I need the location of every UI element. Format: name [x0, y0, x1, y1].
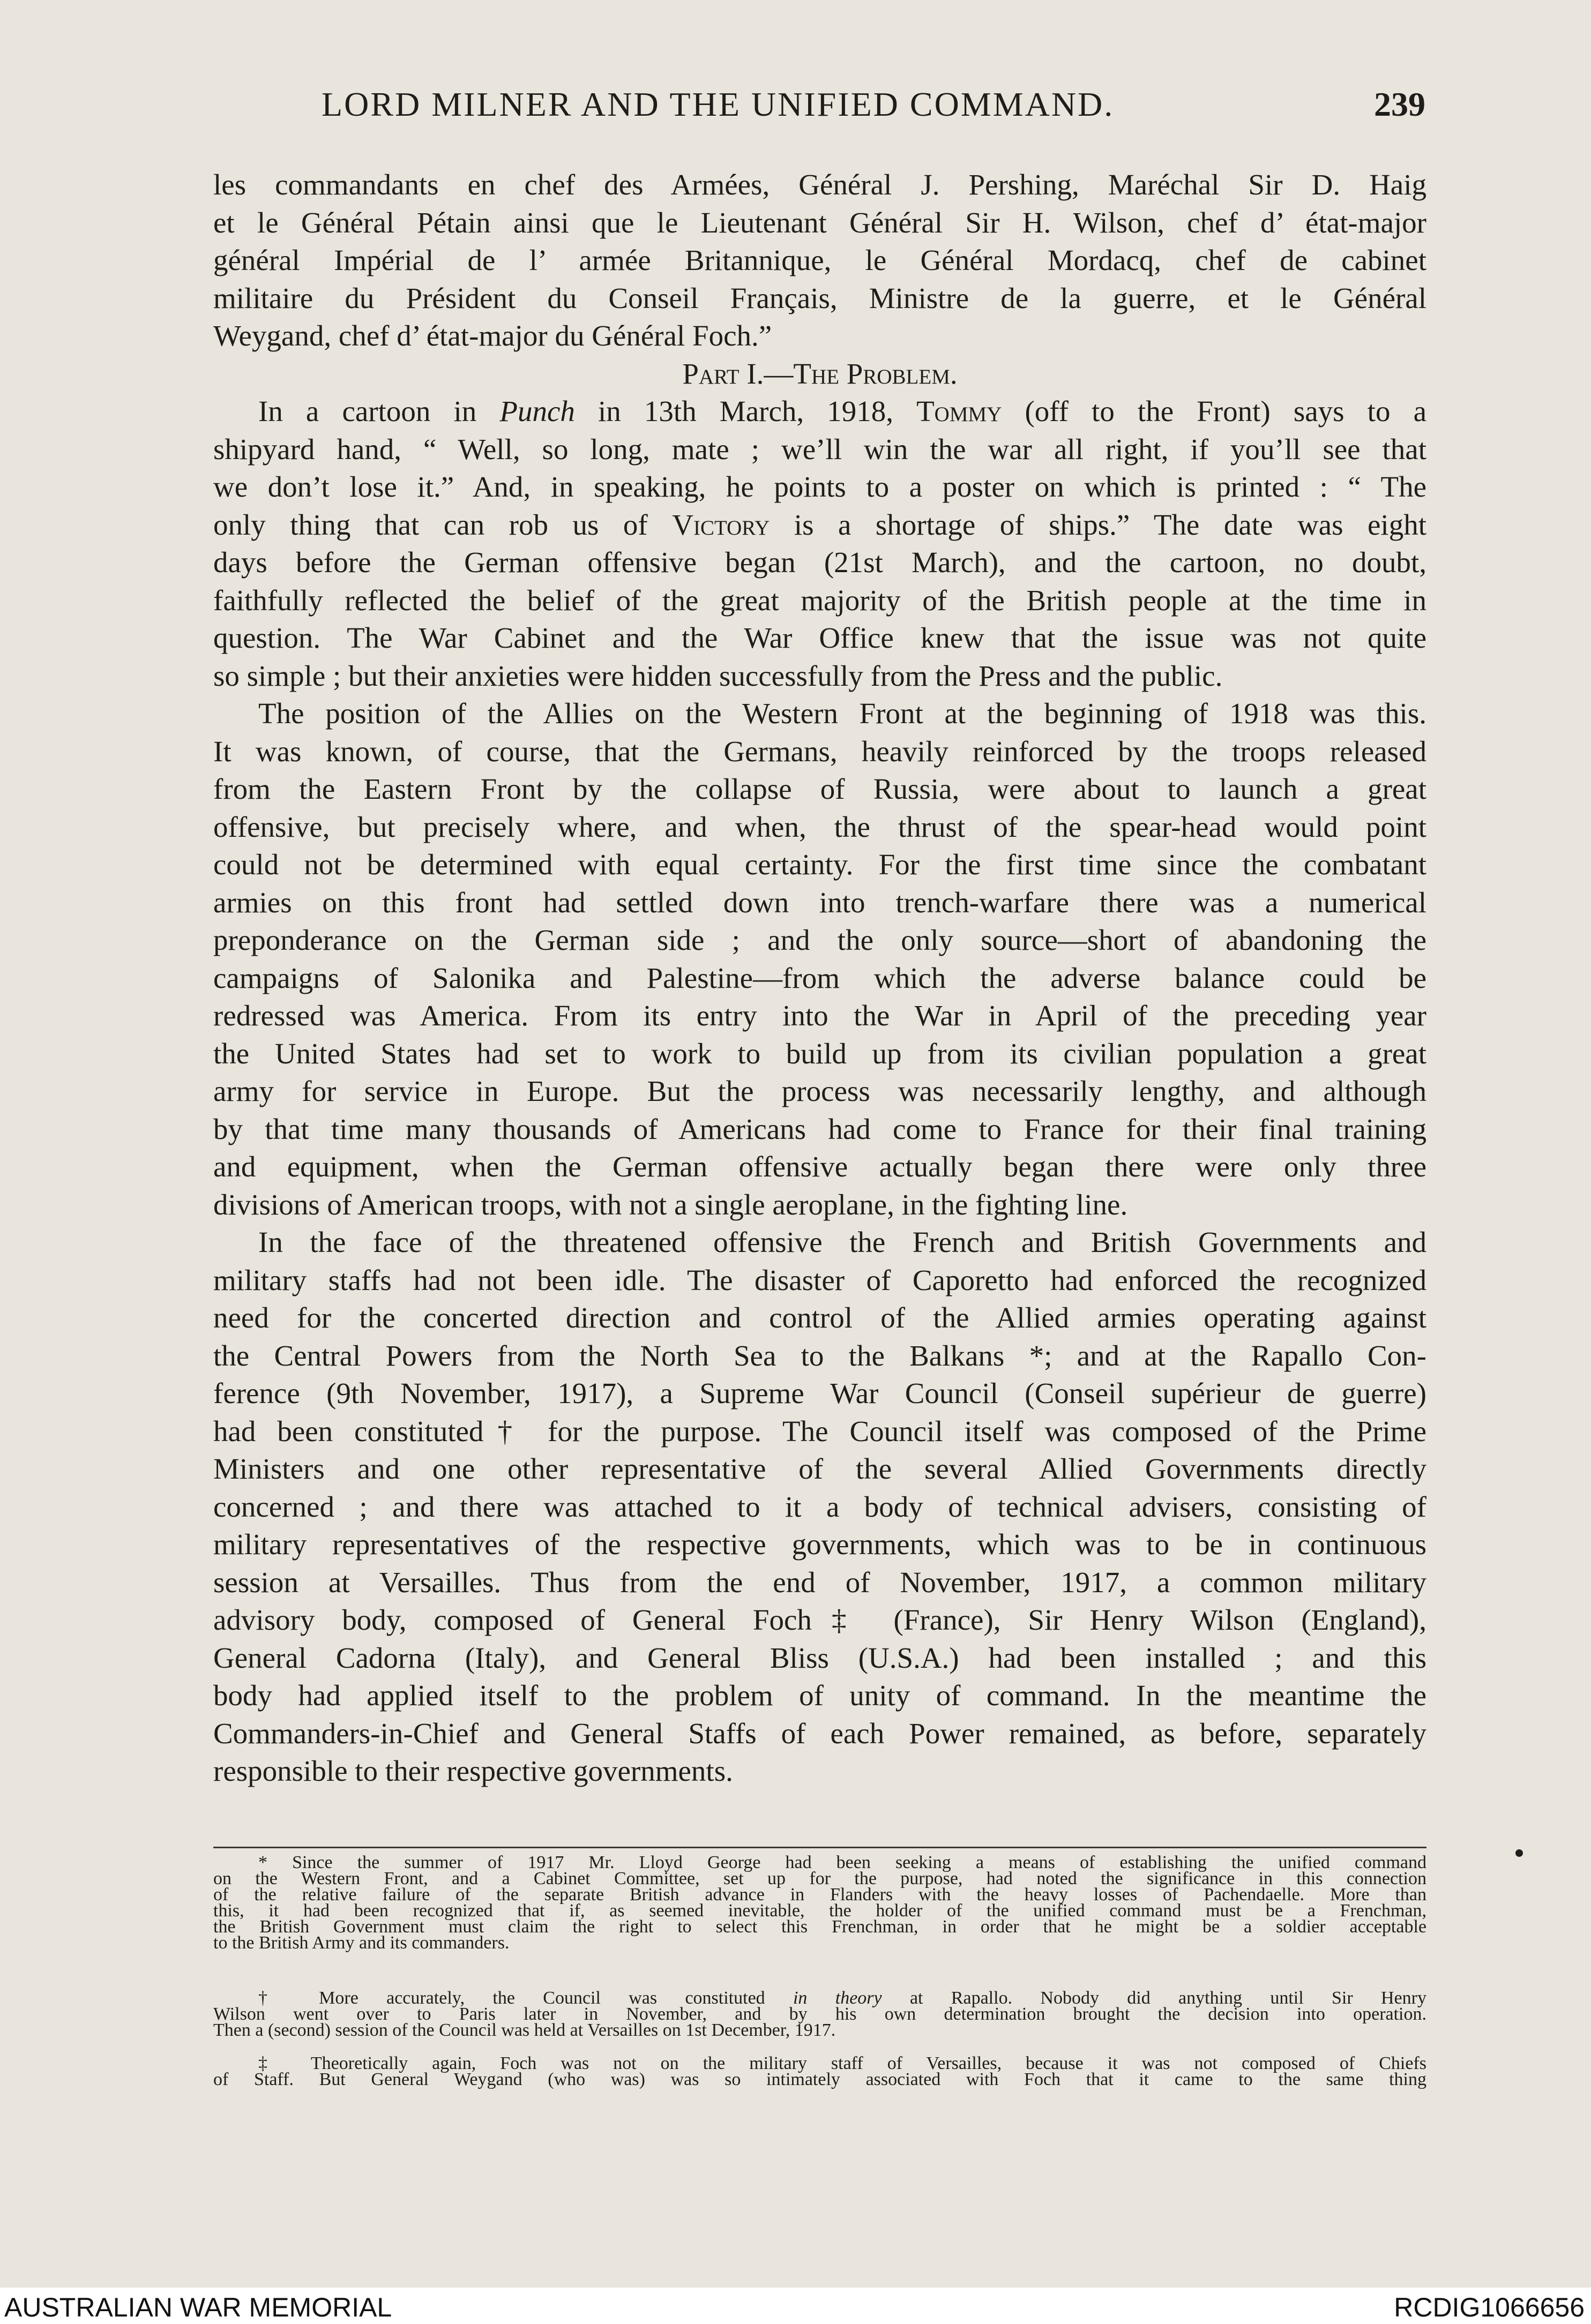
- text-line: divisions of American troops, with not a single aeroplane, in the fighting line.: [213, 1188, 1128, 1221]
- text-run: in 13th March, 1918,: [574, 395, 917, 428]
- running-header: [311, 80, 1425, 139]
- footnote-line: on the Western Front, and a Cabinet Committee, set up for the purpose, had noted the significance in this connection: [213, 1869, 1426, 1888]
- footnote-line: * Since the summer of 1917 Mr. Lloyd George had been seeking a means of establishing the unified command: [258, 1853, 1426, 1872]
- text-run: only thing that can rob us of: [213, 508, 673, 541]
- footnote-line: of the relative failure of the separate British advance in Flanders with the heavy losses of Pachendaelle. More than: [213, 1885, 1426, 1905]
- text-line: army for service in Europe. But the process was necessarily lengthy, and although: [213, 1075, 1426, 1107]
- footnote-line: the British Government must claim the right to select this Frenchman, in order that he might be a soldier acceptable: [213, 1917, 1426, 1937]
- footnote-line: of Staff. But General Weygand (who was) was so intimately associated with Foch that it came to the same thing: [213, 2070, 1426, 2089]
- text-line: offensive, but precisely where, and when, the thrust of the spear-head would point: [213, 810, 1426, 843]
- text-line: It was known, of course, that the Germans, heavily reinforced by the troops released: [213, 734, 1426, 768]
- text-line: [213, 506, 1426, 544]
- text-line: ference (9th November, 1917), a Supreme War Council (Conseil supérieur de guerre): [213, 1377, 1426, 1410]
- text-line: and equipment, when the German offensive actually began there were only three: [213, 1150, 1426, 1183]
- text-line: général Impérial de l’ armée Britannique, le Général Mordacq, chef de cabinet: [213, 244, 1426, 276]
- footnote-line: Wilson went over to Paris later in November, and by his own determination brought the decision into operation.: [213, 2004, 1426, 2024]
- text-line: could not be determined with equal certainty. For the first time since the combatant: [213, 848, 1426, 881]
- text-line: had been constituted† for the purpose. The Council itself was composed of the Prime: [213, 1414, 1426, 1448]
- page-number: 239: [1374, 85, 1425, 123]
- footnote-line: to the British Army and its commanders.: [213, 1933, 510, 1953]
- text-line: from the Eastern Front by the collapse of Russia, were about to launch a great: [213, 773, 1426, 805]
- text-line: et le Général Pétain ainsi que le Lieutenant Général Sir H. Wilson, chef d’ état-major: [213, 206, 1426, 239]
- text-line: faithfully reflected the belief of the great majority of the British people at the time in: [213, 583, 1426, 617]
- text-line: The position of the Allies on the Western Front at the beginning of 1918 was this.: [258, 697, 1426, 730]
- tommy-name: Tommy: [916, 395, 1002, 428]
- text-line: [213, 393, 1426, 431]
- text-run-italic: in theory: [793, 1988, 882, 2008]
- text-line: responsible to their respective governments.: [213, 1755, 733, 1787]
- text-line: the Central Powers from the North Sea to the Balkans *; and at the Rapallo Con-: [213, 1339, 1426, 1372]
- text-line: redressed was America. From its entry into the War in April of the preceding year: [213, 999, 1426, 1032]
- text-line: by that time many thousands of Americans had come to France for their final training: [213, 1112, 1426, 1145]
- footnote-1: [213, 1855, 1426, 1951]
- text-line: les commandants en chef des Armées, Général J. Pershing, Maréchal Sir D. Haig: [213, 168, 1426, 201]
- text-line: the United States had set to work to build up from its civilian population a great: [213, 1037, 1426, 1070]
- text-line: In the face of the threatened offensive the French and British Governments and: [258, 1226, 1426, 1258]
- text-run: (off to the Front) says to a: [1002, 395, 1426, 428]
- text-line: concerned ; and there was attached to it a body of technical advisers, consisting of: [213, 1490, 1426, 1523]
- text-line: so simple ; but their anxieties were hidden successfully from the Press and the public.: [213, 659, 1223, 692]
- archive-credit: AUSTRALIAN WAR MEMORIAL: [4, 2292, 392, 2322]
- text-run: is a shortage of ships.” The date was eight: [770, 508, 1426, 541]
- text-line: Weygand, chef d’ état-major du Général Foch.”: [213, 319, 772, 352]
- footnote-line: ‡ Theoretically again, Foch was not on the military staff of Versailles, because it was not composed of Chiefs: [258, 2053, 1426, 2073]
- running-title: LORD MILNER AND THE UNIFIED COMMAND.: [322, 85, 1115, 123]
- text-line: armies on this front had settled down into trench-warfare there was a numerical: [213, 886, 1426, 919]
- text-line: military staffs had not been idle. The disaster of Caporetto had enforced the recognized: [213, 1263, 1426, 1296]
- text-line: military representatives of the respective governments, which was to be in continuous: [213, 1528, 1426, 1561]
- text-line: question. The War Cabinet and the War Office knew that the issue was not quite: [213, 621, 1426, 654]
- text-run: at Rapallo. Nobody did anything until Sir Henry: [882, 1988, 1426, 2008]
- punch-title: Punch: [499, 395, 575, 428]
- text-line: need for the concerted direction and control of the Allied armies operating against: [213, 1301, 1426, 1334]
- text-line: Commanders-in-Chief and General Staffs of each Power remained, as before, separately: [213, 1716, 1426, 1750]
- text-line: advisory body, composed of General Foch‡ (France), Sir Henry Wilson (England),: [213, 1603, 1426, 1636]
- text-line: session at Versailles. Thus from the end of November, 1917, a common military: [213, 1565, 1426, 1599]
- text-line: campaigns of Salonika and Palestine—from which the adverse balance could be: [213, 961, 1426, 994]
- footnote-divider: [213, 1847, 1426, 1848]
- text-line: days before the German offensive began (21st March), and the cartoon, no doubt,: [213, 546, 1426, 579]
- victory-word: Victory: [672, 508, 770, 541]
- page-body: [213, 166, 1426, 1790]
- text-line: shipyard hand, “ Well, so long, mate ; we’ll win the war all right, if you’ll see that: [213, 432, 1426, 466]
- text-run: In a cartoon in: [258, 395, 500, 428]
- text-line: General Cadorna (Italy), and General Bliss (U.S.A.) had been installed ; and this: [213, 1641, 1426, 1674]
- footnote-line: this, it had been recognized that if, as seemed inevitable, the holder of the unified command must be a Frenchman,: [213, 1901, 1426, 1921]
- section-heading: Part I.—The Problem.: [682, 357, 958, 390]
- text-line: militaire du Président du Conseil Français, Ministre de la guerre, et le Général: [213, 281, 1426, 314]
- text-run: † More accurately, the Council was constituted: [258, 1988, 793, 2008]
- archive-reference: RCDIG1066656: [1394, 2292, 1585, 2322]
- footnote-3: [213, 2053, 1426, 2089]
- text-line: Ministers and one other representative of the several Allied Governments directly: [213, 1452, 1426, 1485]
- footnote-line: Then a (second) session of the Council was held at Versailles on 1st December, 1917.: [213, 2020, 836, 2040]
- text-line: body had applied itself to the problem of unity of command. In the meantime the: [213, 1679, 1426, 1712]
- footnote-2: [213, 1990, 1426, 2038]
- ink-speck: [1515, 1849, 1523, 1857]
- text-line: preponderance on the German side ; and the only source—short of abandoning the: [213, 924, 1426, 956]
- text-line: we don’t lose it.” And, in speaking, he points to a poster on which is printed : “ The: [213, 470, 1426, 503]
